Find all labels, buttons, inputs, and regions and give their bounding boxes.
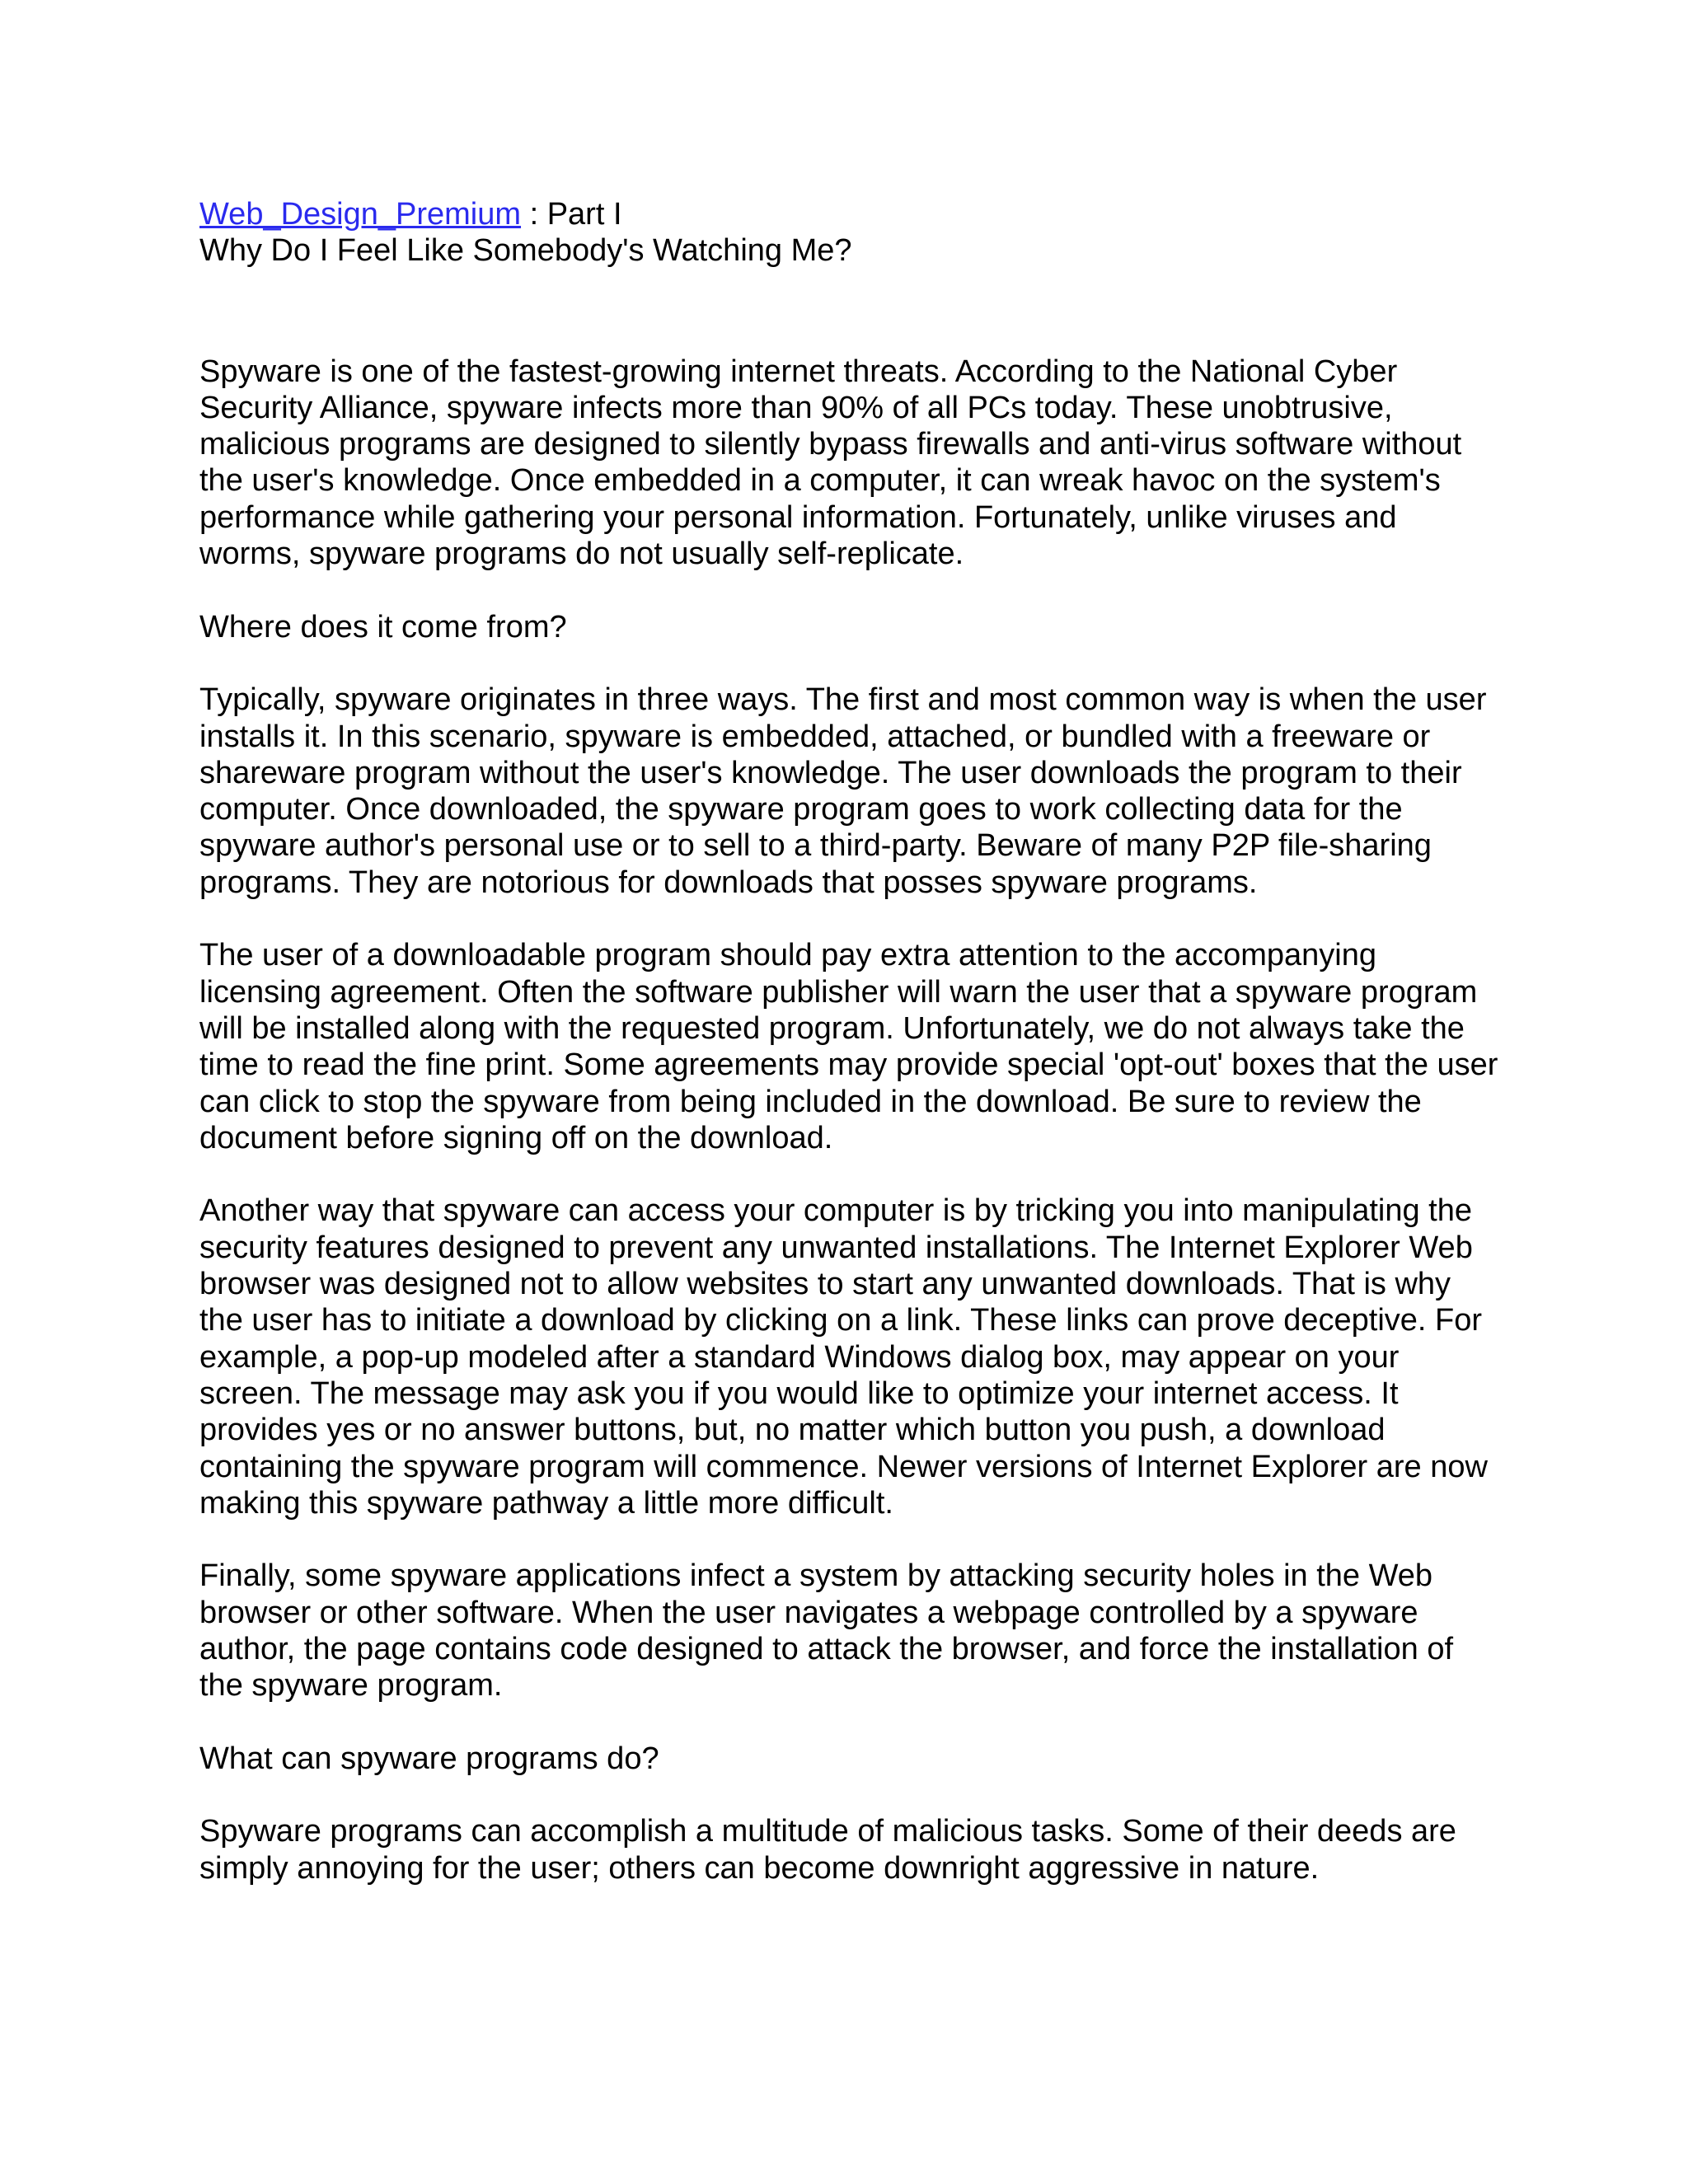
document-header <box>199 196 1502 232</box>
capabilities-paragraph-1: Spyware programs can accomplish a multitude of malicious tasks. Some of their deeds are simply annoying for the user; others can become downright aggressive in nature. <box>199 1814 1456 1886</box>
origin-paragraph-2: The user of a downloadable program should pay extra attention to the accompanying licensing agreement. Often the software publisher will warn the user that a spyware program will be installed along with the requested program. Unfortunately, we do not always take the time to read the fine print. Some agreements may provide special 'opt-out' boxes that the user can click to stop the spyware from being included in the download. Be sure to review the document before signing off on the download. <box>199 938 1498 1155</box>
origin-paragraph-3: Another way that spyware can access your computer is by tricking you into manipulating the security features designed to prevent any unwanted installations. The Internet Explorer Web browser was designed not to allow websites to start any unwanted downloads. That is why the user has to initiate a download by clicking on a link. These links can prove deceptive. For example, a pop-up modeled after a standard Windows dialog box, may appear on your screen. The message may ask you if you would like to optimize your internet access. It provides yes or no answer buttons, but, no matter which button you push, a download containing the spyware program will commence. Newer versions of Internet Explorer are now making this spyware pathway a little more difficult. <box>199 1193 1488 1521</box>
intro-paragraph: Spyware is one of the fastest-growing internet threats. According to the National Cyber Security Alliance, spyware infects more than 90% of all PCs today. These unobtrusive, malicious programs are designed to silently bypass firewalls and anti-virus software without the user's knowledge. Once embedded in a computer, it can wreak havoc on the system's performance while gathering your personal information. Fortunately, unlike viruses and worms, spyware programs do not usually self-replicate. <box>199 354 1462 572</box>
origin-paragraph-4: Finally, some spyware applications infect a system by attacking security holes in the Web browser or other software. When the user navigates a webpage controlled by a spyware author, the page contains code designed to attack the browser, and force the installation of the spyware program. <box>199 1558 1454 1704</box>
article-title: Why Do I Feel Like Somebody's Watching Me? <box>199 233 852 269</box>
document-body <box>199 196 1502 1886</box>
web-design-premium-link[interactable]: Web_Design_Premium <box>199 197 522 232</box>
subheading-capabilities: What can spyware programs do? <box>199 1741 659 1776</box>
origin-paragraph-1: Typically, spyware originates in three ways. The first and most common way is when the user installs it. In this scenario, spyware is embedded, attached, or bundled with a freeware or shareware program without the user's knowledge. The user downloads the program to their computer. Once downloaded, the spyware program goes to work collecting data for the spyware author's personal use or to sell to a third-party. Beware of many P2P file-sharing programs. They are notorious for downloads that posses spyware programs. <box>199 682 1487 900</box>
subheading-origin: Where does it come from? <box>199 609 567 644</box>
header-suffix: : Part I <box>521 197 622 232</box>
